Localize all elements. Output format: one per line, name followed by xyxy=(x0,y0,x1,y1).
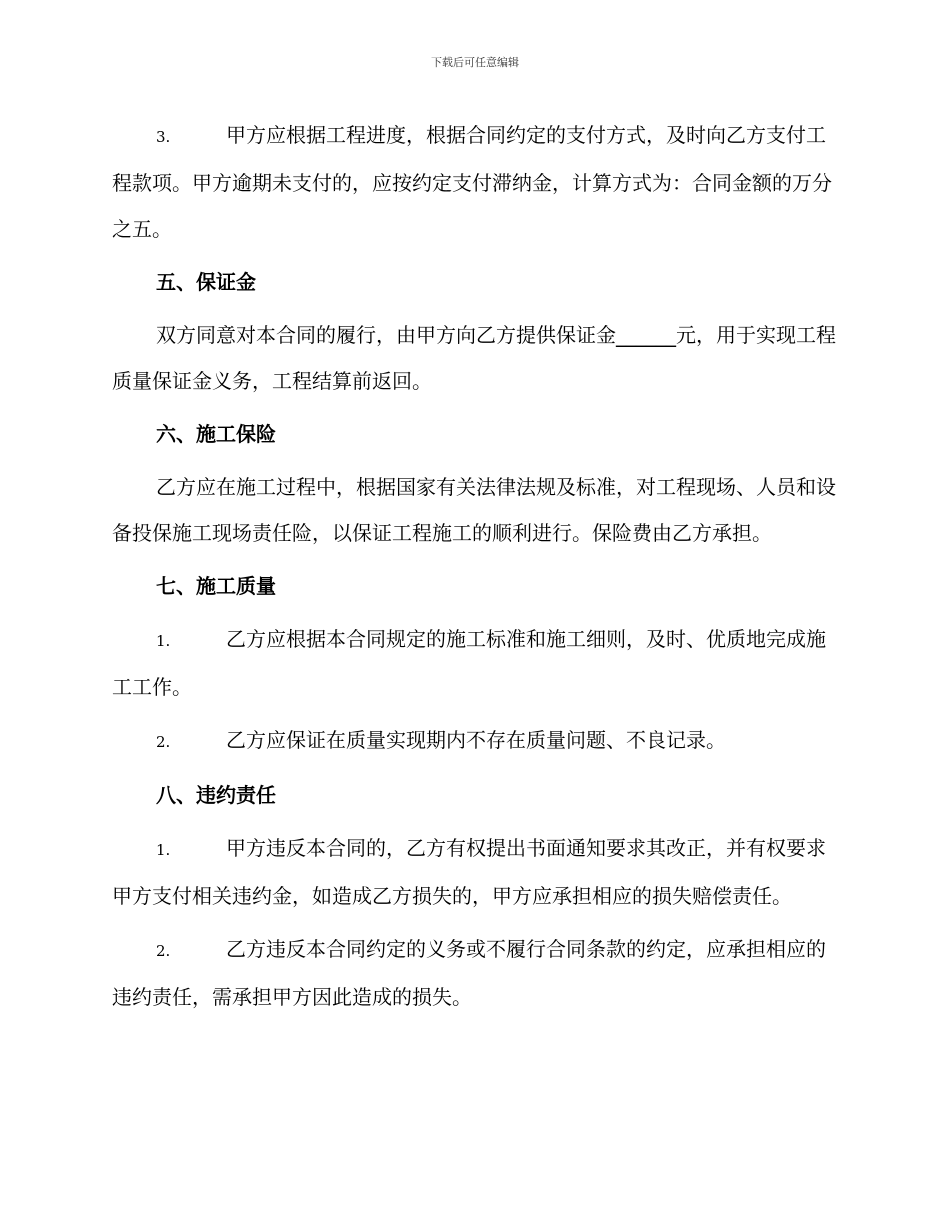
clause-paragraph xyxy=(112,616,837,710)
clause-number: 1. xyxy=(156,632,171,650)
section-heading: 五、保证金 xyxy=(156,270,256,294)
clause-number: 2. xyxy=(156,733,171,751)
clause-number: 1. xyxy=(156,841,171,859)
clause-paragraph xyxy=(112,717,837,765)
clause-text: 乙方违反本合同约定的义务或不履行合同条款的约定，应承担相应的违约责任，需承担甲方因此造成的损失。 xyxy=(112,937,826,1009)
document-body xyxy=(112,112,837,1027)
clause-number: 3. xyxy=(156,128,171,146)
page-header: 下载后可任意编辑 xyxy=(431,56,519,69)
clause-text: 乙方应根据本合同规定的施工标准和施工细则，及时、优质地完成施工工作。 xyxy=(112,627,826,699)
clause-paragraph xyxy=(112,926,837,1020)
clause-paragraph xyxy=(112,112,837,252)
section-heading: 八、违约责任 xyxy=(156,783,276,807)
clause-number: 2. xyxy=(156,942,171,960)
paragraph: 乙方应在施工过程中，根据国家有关法律法规及标准，对工程现场、人员和设备投保施工现场责任险，以保证工程施工的顺利进行。保险费由乙方承担。 xyxy=(112,475,836,545)
clause-paragraph xyxy=(112,825,837,919)
paragraph: 双方同意对本合同的履行，由甲方向乙方提供保证金______元，用于实现工程质量保证金义务，工程结算前返回。 xyxy=(112,323,836,393)
section-heading: 六、施工保险 xyxy=(156,422,276,446)
clause-text: 甲方应根据工程进度，根据合同约定的支付方式，及时向乙方支付工程款项。甲方逾期未支付的，应按约定支付滞纳金，计算方式为：合同金额的万分之五。 xyxy=(112,123,832,241)
clause-text: 乙方应保证在质量实现期内不存在质量问题、不良记录。 xyxy=(226,728,726,752)
clause-text: 甲方违反本合同的，乙方有权提出书面通知要求其改正，并有权要求甲方支付相关违约金，如造成乙方损失的，甲方应承担相应的损失赔偿责任。 xyxy=(112,836,826,908)
section-heading: 七、施工质量 xyxy=(156,574,276,598)
